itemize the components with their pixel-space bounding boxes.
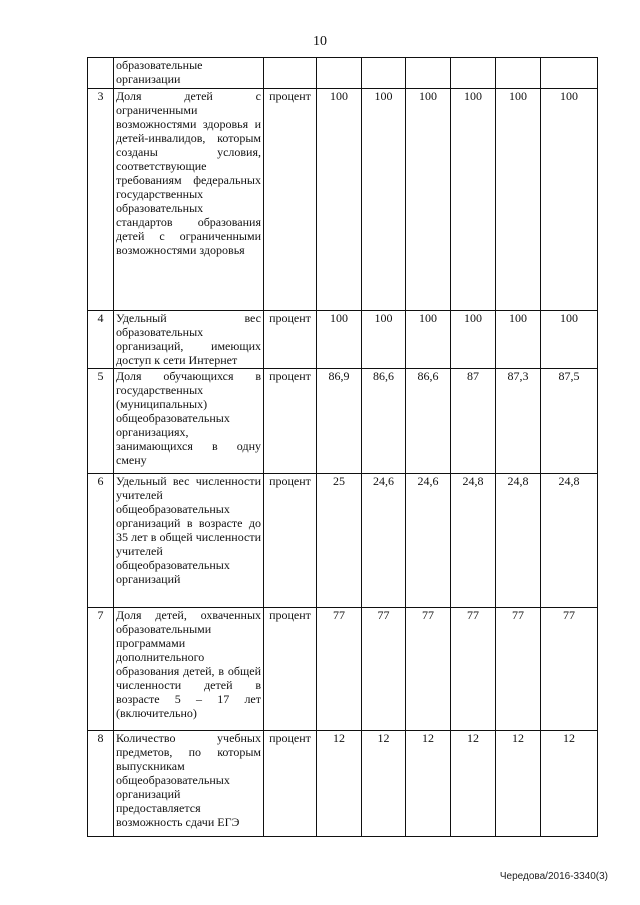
value-cell: 77	[406, 608, 451, 731]
value-cell: 77	[541, 608, 598, 731]
table-row	[88, 369, 598, 474]
value-cell: 100	[406, 311, 451, 369]
table-row	[88, 731, 598, 837]
value-cell: 86,9	[317, 369, 362, 474]
table-row	[88, 311, 598, 369]
row-number: 3	[88, 89, 114, 311]
table-row	[88, 474, 598, 608]
value-cell: 24,8	[541, 474, 598, 608]
indicator-name: Доля детей, охваченных образовательными программами дополнительного образования детей, в общей численности детей в возрасте 5 – 17 лет (включительно)	[114, 608, 264, 731]
row-number: 8	[88, 731, 114, 837]
value-cell: 24,8	[451, 474, 496, 608]
value-cell: 87	[451, 369, 496, 474]
indicators-table	[87, 57, 598, 837]
indicator-name: Количество учебных предметов, по которым выпускникам общеобразовательных организаций предоставляется возможность сдачи ЕГЭ	[114, 731, 264, 837]
value-cell: 77	[451, 608, 496, 731]
page-number: 10	[313, 34, 327, 49]
value-cell: 100	[362, 89, 406, 311]
value-cell: 100	[496, 89, 541, 311]
value-cell: 77	[496, 608, 541, 731]
value-cell	[496, 58, 541, 89]
table-row	[88, 58, 598, 89]
value-cell: 24,6	[362, 474, 406, 608]
indicator-name: образовательные организации	[114, 58, 264, 89]
indicator-name: Удельный вес численности учителей общеобразовательных организаций в возрасте до 35 лет в общей численности учителей общеобразовательных организаций	[114, 474, 264, 608]
indicator-name: Удельный вес образовательных организаций, имеющих доступ к сети Интернет	[114, 311, 264, 369]
value-cell	[451, 58, 496, 89]
unit-cell: процент	[264, 608, 317, 731]
row-number: 5	[88, 369, 114, 474]
value-cell: 100	[451, 89, 496, 311]
unit-cell: процент	[264, 369, 317, 474]
row-number: 4	[88, 311, 114, 369]
value-cell: 12	[496, 731, 541, 837]
value-cell: 87,3	[496, 369, 541, 474]
value-cell: 100	[317, 89, 362, 311]
value-cell: 12	[451, 731, 496, 837]
value-cell: 77	[362, 608, 406, 731]
value-cell: 25	[317, 474, 362, 608]
value-cell	[541, 58, 598, 89]
value-cell: 100	[317, 311, 362, 369]
unit-cell: процент	[264, 731, 317, 837]
value-cell: 12	[317, 731, 362, 837]
document-footer: Чередова/2016-3340(3)	[499, 871, 608, 882]
indicator-name: Доля обучающихся в государственных (муниципальных) общеобразовательных организациях, занимающихся в одну смену	[114, 369, 264, 474]
unit-cell	[264, 58, 317, 89]
row-number	[88, 58, 114, 89]
value-cell: 24,6	[406, 474, 451, 608]
indicator-name: Доля детей с ограниченными возможностями здоровья и детей-инвалидов, которым созданы условия, соответствующие требованиям федеральных государственных образовательных стандартов образования детей с ограниченными возможностями здоровья	[114, 89, 264, 311]
value-cell: 77	[317, 608, 362, 731]
value-cell: 12	[406, 731, 451, 837]
value-cell: 24,8	[496, 474, 541, 608]
value-cell: 100	[496, 311, 541, 369]
value-cell: 86,6	[362, 369, 406, 474]
table-row	[88, 89, 598, 311]
table-row	[88, 608, 598, 731]
value-cell: 86,6	[406, 369, 451, 474]
value-cell: 100	[406, 89, 451, 311]
value-cell: 100	[541, 89, 598, 311]
value-cell: 12	[362, 731, 406, 837]
value-cell: 100	[451, 311, 496, 369]
value-cell	[317, 58, 362, 89]
unit-cell: процент	[264, 474, 317, 608]
value-cell	[406, 58, 451, 89]
value-cell	[362, 58, 406, 89]
value-cell: 100	[362, 311, 406, 369]
unit-cell: процент	[264, 89, 317, 311]
value-cell: 87,5	[541, 369, 598, 474]
unit-cell: процент	[264, 311, 317, 369]
row-number: 7	[88, 608, 114, 731]
value-cell: 100	[541, 311, 598, 369]
value-cell: 12	[541, 731, 598, 837]
row-number: 6	[88, 474, 114, 608]
